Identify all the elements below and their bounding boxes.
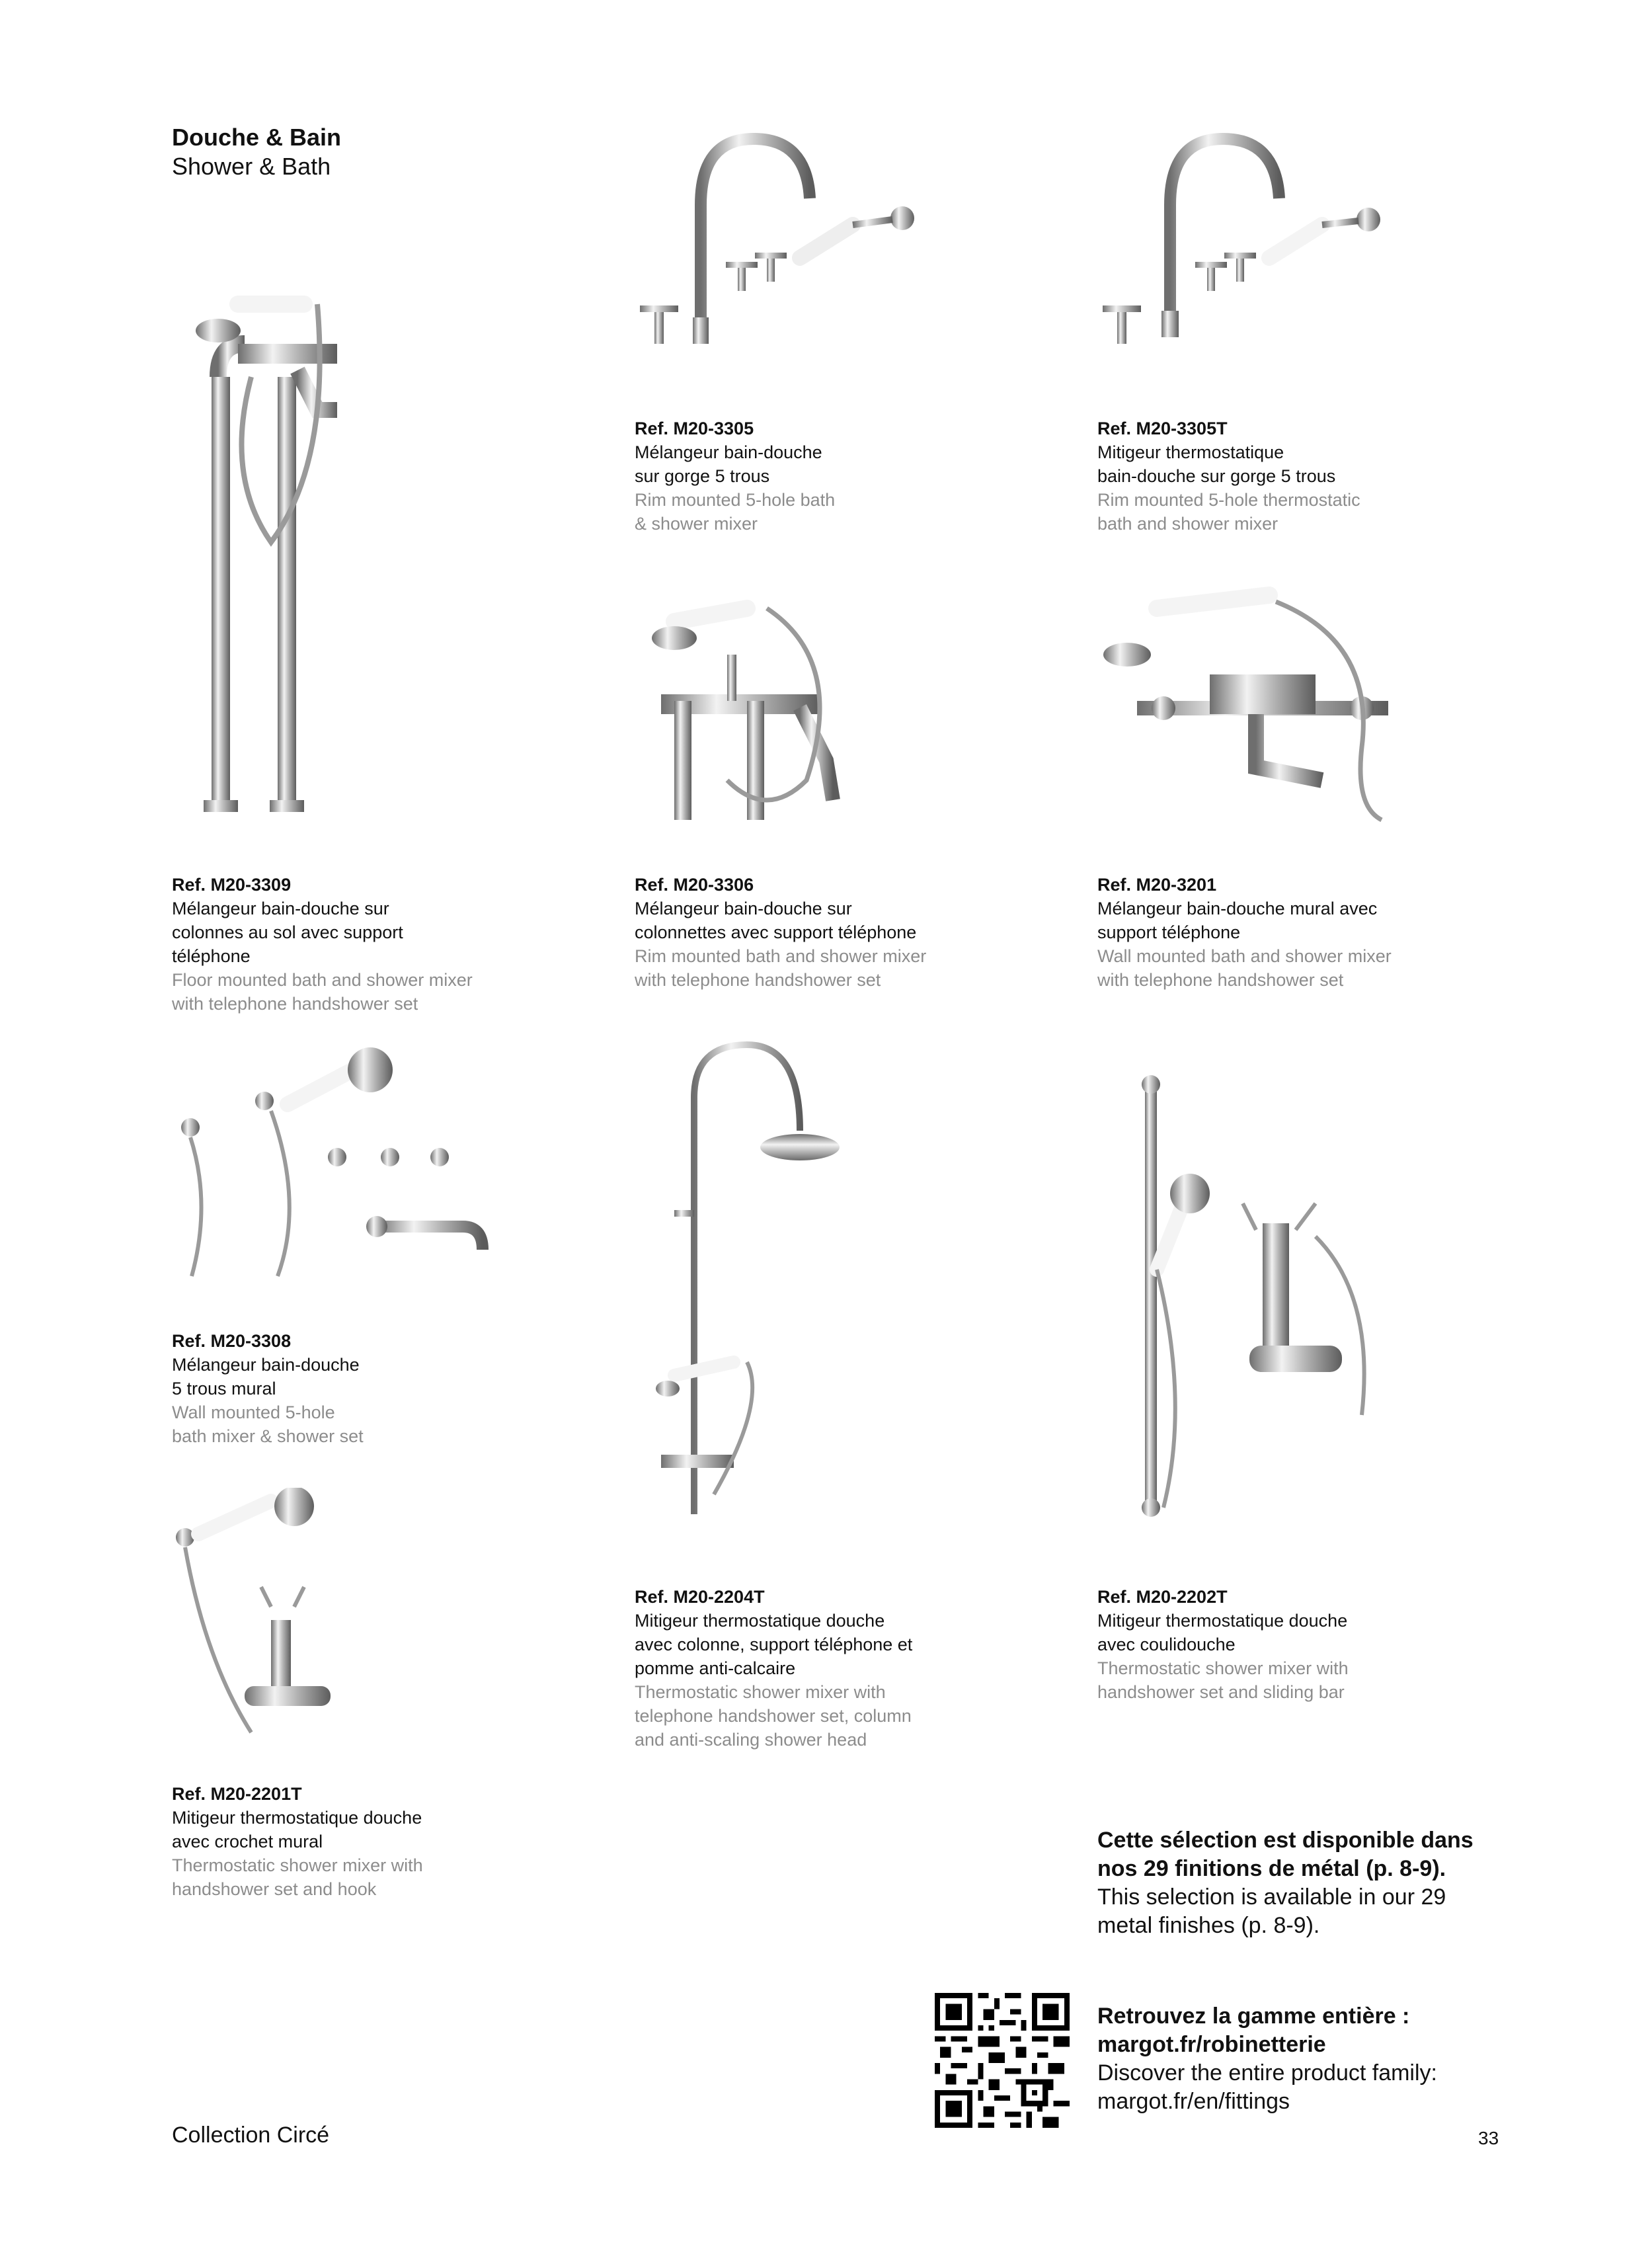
range-link-fr[interactable]: margot.fr/robinetterie	[1097, 2032, 1326, 2057]
product-caption-m20-3305t	[1097, 417, 1468, 536]
product-name-fr: Mélangeur bain-douche	[635, 442, 822, 462]
product-name-en: bath mixer & shower set	[172, 1426, 364, 1446]
product-caption-m20-2202t	[1097, 1585, 1468, 1704]
product-name-en: Wall mounted 5-hole	[172, 1402, 335, 1422]
qr-code[interactable]	[935, 1993, 1070, 2128]
collection-name: Collection Circé	[172, 2123, 330, 2148]
product-name-en: & shower mixer	[635, 514, 758, 534]
product-ref: Ref. M20-3306	[635, 875, 754, 895]
section-title-en: Shower & Bath	[172, 153, 331, 180]
product-caption-m20-3306	[635, 873, 1005, 992]
product-name-en: Wall mounted bath and shower mixer	[1097, 946, 1392, 966]
product-name-en: with telephone handshower set	[1097, 970, 1344, 990]
product-ref: Ref. M20-3308	[172, 1331, 292, 1351]
product-name-fr: Mélangeur bain-douche sur	[172, 899, 389, 918]
product-name-en: handshower set and hook	[172, 1879, 377, 1899]
product-name-fr: Mélangeur bain-douche mural avec	[1097, 899, 1378, 918]
product-name-fr: avec colonne, support téléphone et	[635, 1635, 913, 1654]
product-image-m20-3308	[172, 1032, 489, 1283]
product-image-m20-2202t	[1097, 1071, 1395, 1521]
product-name-en: Rim mounted 5-hole thermostatic	[1097, 490, 1360, 510]
product-name-en: Thermostatic shower mixer with	[635, 1682, 886, 1702]
product-name-en: Floor mounted bath and shower mixer	[172, 970, 473, 990]
product-name-fr: Mitigeur thermostatique douche	[172, 1808, 422, 1828]
product-name-en: handshower set and sliding bar	[1097, 1682, 1345, 1702]
product-name-fr: Mitigeur thermostatique	[1097, 442, 1284, 462]
product-name-en: bath and shower mixer	[1097, 514, 1278, 534]
product-name-fr: Mitigeur thermostatique douche	[1097, 1611, 1348, 1631]
product-name-en: Thermostatic shower mixer with	[1097, 1658, 1349, 1678]
finishes-note-fr: nos 29 finitions de métal (p. 8-9).	[1097, 1856, 1446, 1881]
product-image-m20-3309	[172, 278, 529, 827]
product-image-m20-3201	[1097, 582, 1441, 823]
product-ref: Ref. M20-2204T	[635, 1587, 765, 1607]
product-caption-m20-3309	[172, 873, 542, 1016]
product-caption-m20-3201	[1097, 873, 1468, 992]
product-caption-m20-3308	[172, 1329, 542, 1448]
product-image-m20-3305	[635, 126, 919, 367]
product-ref: Ref. M20-2201T	[172, 1784, 302, 1804]
section-title-fr: Douche & Bain	[172, 124, 342, 151]
finishes-note-en: This selection is available in our 29	[1097, 1884, 1446, 1910]
range-link-en[interactable]: margot.fr/en/fittings	[1097, 2089, 1290, 2114]
product-caption-m20-2201t	[172, 1782, 542, 1901]
product-name-en: Thermostatic shower mixer with	[172, 1855, 423, 1875]
range-note-en: Discover the entire product family:	[1097, 2060, 1437, 2086]
product-name-fr: 5 trous mural	[172, 1379, 276, 1398]
page-number: 33	[1478, 2128, 1499, 2148]
product-name-fr: pomme anti-calcaire	[635, 1658, 796, 1678]
product-name-fr: bain-douche sur gorge 5 trous	[1097, 466, 1336, 486]
section-heading	[172, 123, 341, 181]
finishes-note-en: metal finishes (p. 8-9).	[1097, 1913, 1320, 1938]
product-name-fr: téléphone	[172, 946, 251, 966]
product-name-fr: Mélangeur bain-douche sur	[635, 899, 852, 918]
product-name-fr: Mélangeur bain-douche	[172, 1355, 360, 1375]
product-ref: Ref. M20-3305T	[1097, 419, 1228, 438]
range-note	[1097, 2002, 1520, 2116]
product-ref: Ref. M20-2202T	[1097, 1587, 1228, 1607]
product-caption-m20-2204t	[635, 1585, 1005, 1752]
product-name-fr: colonnes au sol avec support	[172, 922, 403, 942]
range-note-fr: Retrouvez la gamme entière :	[1097, 2004, 1410, 2029]
product-image-m20-3306	[635, 582, 945, 823]
product-ref: Ref. M20-3309	[172, 875, 292, 895]
product-image-m20-2201t	[172, 1488, 364, 1736]
product-name-en: and anti-scaling shower head	[635, 1730, 867, 1750]
product-caption-m20-3305	[635, 417, 1005, 536]
product-name-en: Rim mounted bath and shower mixer	[635, 946, 927, 966]
product-name-en: with telephone handshower set	[172, 994, 418, 1014]
product-image-m20-2204t	[635, 1032, 972, 1521]
product-name-fr: avec crochet mural	[172, 1832, 323, 1851]
product-name-en: Rim mounted 5-hole bath	[635, 490, 836, 510]
product-ref: Ref. M20-3305	[635, 419, 754, 438]
product-name-fr: sur gorge 5 trous	[635, 466, 770, 486]
product-name-fr: colonnettes avec support téléphone	[635, 922, 917, 942]
product-ref: Ref. M20-3201	[1097, 875, 1217, 895]
product-image-m20-3305t	[1097, 126, 1382, 367]
finishes-note	[1097, 1826, 1520, 1940]
finishes-note-fr: Cette sélection est disponible dans	[1097, 1828, 1474, 1853]
product-name-en: with telephone handshower set	[635, 970, 881, 990]
product-name-fr: avec coulidouche	[1097, 1635, 1236, 1654]
product-name-fr: Mitigeur thermostatique douche	[635, 1611, 885, 1631]
product-name-en: telephone handshower set, column	[635, 1706, 912, 1726]
product-name-fr: support téléphone	[1097, 922, 1241, 942]
